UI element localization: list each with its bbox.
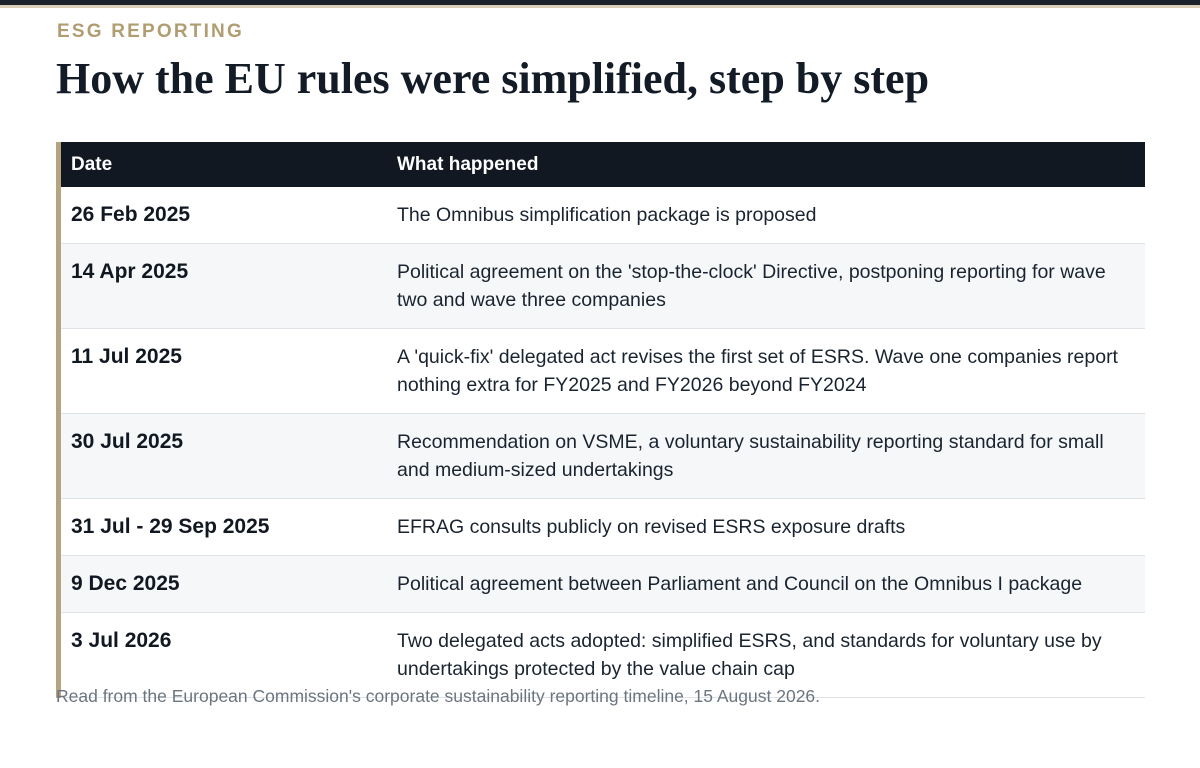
top-rule-accent [0, 5, 1200, 8]
row-description: Political agreement between Parliament and Council on the Omnibus I package [397, 573, 1083, 595]
table-header-row [61, 142, 1145, 187]
row-date: 11 Jul 2025 [71, 345, 182, 368]
column-header-date: Date [71, 153, 113, 175]
row-date: 26 Feb 2025 [71, 203, 191, 226]
row-description: Two delegated acts adopted: simplified ESRS, and standards for voluntary use by undertakings protected by the value chain cap [397, 630, 1102, 680]
row-date: 9 Dec 2025 [71, 572, 180, 595]
row-description: A 'quick-fix' delegated act revises the first set of ESRS. Wave one companies report nothing extra for FY2025 and FY2026 beyond FY2024 [397, 346, 1118, 396]
table-row [61, 187, 1145, 244]
row-date: 31 Jul - 29 Sep 2025 [71, 515, 270, 538]
page-title: How the EU rules were simplified, step by step [56, 54, 930, 103]
section-kicker: ESG REPORTING [57, 21, 244, 42]
table-row [61, 499, 1145, 556]
row-description: EFRAG consults publicly on revised ESRS exposure drafts [397, 516, 906, 538]
row-date: 14 Apr 2025 [71, 260, 189, 283]
row-description: The Omnibus simplification package is proposed [397, 204, 817, 226]
row-description: Political agreement on the 'stop-the-clock' Directive, postponing reporting for wave two and wave three companies [397, 261, 1106, 311]
source-note: Read from the European Commission's corporate sustainability reporting timeline, 15 August 2026. [56, 686, 821, 706]
table-row [61, 613, 1145, 698]
table-row [61, 556, 1145, 613]
row-date: 30 Jul 2025 [71, 430, 184, 453]
timeline-table [56, 142, 1145, 698]
table-row [61, 329, 1145, 414]
row-description: Recommendation on VSME, a voluntary sustainability reporting standard for small and medium-sized undertakings [397, 431, 1104, 481]
table-row [61, 244, 1145, 329]
column-header-what-happened: What happened [397, 153, 539, 175]
row-date: 3 Jul 2026 [71, 629, 172, 652]
table-row [61, 414, 1145, 499]
